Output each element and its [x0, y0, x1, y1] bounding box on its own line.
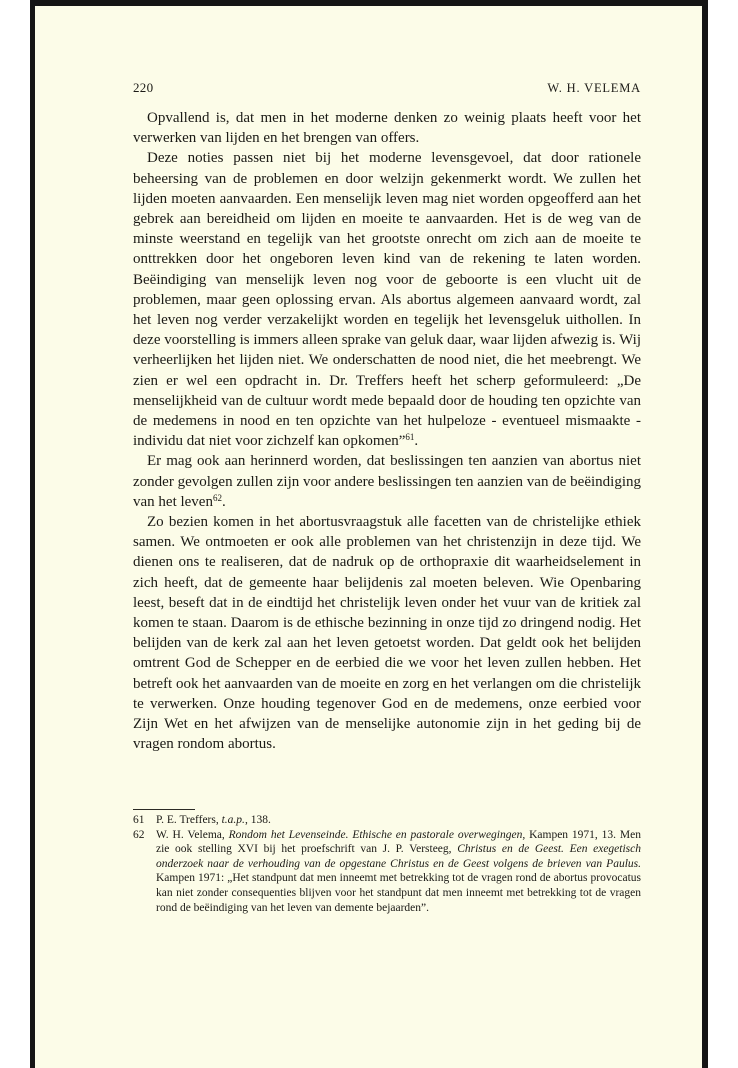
footnote-text	[156, 828, 641, 916]
footnote-book-title: Christus en de Geest. Een exegetisch onderzoek naar de verhouding van de opgestane Christus en de Geest volgens de brieven van Paulus.	[156, 843, 641, 870]
footnote-body: Kampen 1971, 13. Men zie ook stelling XVI bij het proefschrift van J. P. Versteeg,	[156, 828, 641, 856]
scan-top-border	[30, 0, 708, 6]
page-header	[133, 80, 641, 96]
footnote-quote: Kampen 1971: „Het standpunt dat men inneemt met betrekking tot de vragen rond de abortus provocatus kan niet zonder consequenties blijven voor het standpunt dat men inneemt met betrekking tot de vragen rond de beëindiging van het leven van demente bejaarden”.	[156, 872, 641, 914]
footnote-book-title: Rondom het Levenseinde. Ethische en pastorale overwegingen,	[228, 828, 526, 841]
paragraph-text: Opvallend is, dat men in het moderne denken zo weinig plaats heeft voor het verwerken van lijden en het brengen van offers.	[133, 110, 641, 147]
paragraph-text: Zo bezien komen in het abortusvraagstuk alle facetten van de christelijke ethiek samen. We ontmoeten er ook alle problemen van het christenzijn in deze tijd. We dienen ons te realiseren, dat de nadruk op de orthopraxie dit waarheidselement in zich heeft, dat de gemeente haar belijdenis zal moeten beleven. Wie Openbaring leest, beseft dat in de eindtijd het christelijk leven onder het vuur van de kritiek zal komen te staan. Daarom is de ethische bezinning in onze tijd zo dringend nodig. Het belijden van de kerk zal aan het leven getoetst worden. Dat geldt ook het belijden omtrent God de Schepper en de eerbied die we voor het leven zullen hebben. Het betreft ook het aanvaarden van de moeite en zorg en het verlangen om die christelijk te verwerken. Onze houding tegenover God en de medemens, onze eerbied voor Zijn Wet en het afwijzen van de menselijke autonomie zijn in het geding bij de vragen rondom abortus.	[133, 514, 641, 753]
footnote-number: 62	[133, 828, 145, 841]
footnote-reference-abbrev: t.a.p.	[221, 814, 245, 826]
paragraph-end: .	[221, 493, 226, 510]
footnote	[133, 828, 641, 916]
paragraph	[133, 512, 641, 754]
paragraph-text: Deze noties passen niet bij het moderne levensgevoel, dat door rationele beheersing van de problemen en door welzijn gekenmerkt wordt. We zullen het lijden moeten aanvaarden. Een menselijk leven mag niet worden opgeofferd aan het gebrek aan bereidheid om lijden en moeite te aanvaarden. Het is de weg van de minste weerstand en tegelijk van het grootste onrecht om zich aan de moeite te onttrekken door het ongeboren leven kind van de rekening te laten worden. Beëindiging van menselijk leven nog voor de geboorte is een vlucht uit de problemen, maar geen oplossing ervan. Als abortus algemeen aanvaard wordt, zal het leven nog verder verzakelijkt worden en tegelijk het levensgeluk uithollen. In deze voorstelling is immers alleen sprake van geluk daar, waar lijden afwezig is. Wij verheerlijken het lijden niet. We onderschatten de nood niet, die het meebrengt. We zien er wel een opdracht in. Dr. Treffers heeft het scherp geformuleerd: „De menselijkheid van de cultuur wordt mede bepaald door de houding ten opzichte van de medemens in nood en ten opzichte van het hulpeloze - eventueel mismaakte - individu dat niet voor zichzelf kan opkomen”	[133, 150, 641, 450]
running-head: W. H. VELEMA	[547, 81, 641, 95]
paragraph	[133, 451, 641, 512]
footnote-reference[interactable]: 62	[212, 492, 222, 503]
paragraph-text: Er mag ook aan herinnerd worden, dat beslissingen ten aanzien van abortus niet zonder gevolgen zullen zijn voor andere beslissingen ten aanzien van de beëindiging van het leven	[133, 453, 641, 510]
paragraph	[133, 148, 641, 451]
scan-left-border	[30, 0, 35, 1068]
footnote-author: P. E. Treffers,	[156, 814, 219, 826]
footnotes	[133, 813, 641, 915]
footnote-page: , 138.	[244, 814, 271, 826]
footnote-number: 61	[133, 814, 145, 826]
footnote-separator	[133, 809, 195, 810]
footnote	[133, 813, 641, 828]
page-number: 220	[133, 80, 154, 95]
footnote-text	[156, 813, 641, 828]
footnote-reference[interactable]: 61	[405, 432, 415, 443]
footnote-author: W. H. Velema,	[156, 828, 225, 841]
paragraph-end: .	[414, 433, 419, 450]
body-text	[133, 108, 641, 755]
paragraph	[133, 108, 641, 148]
scan-right-border	[702, 0, 708, 1068]
